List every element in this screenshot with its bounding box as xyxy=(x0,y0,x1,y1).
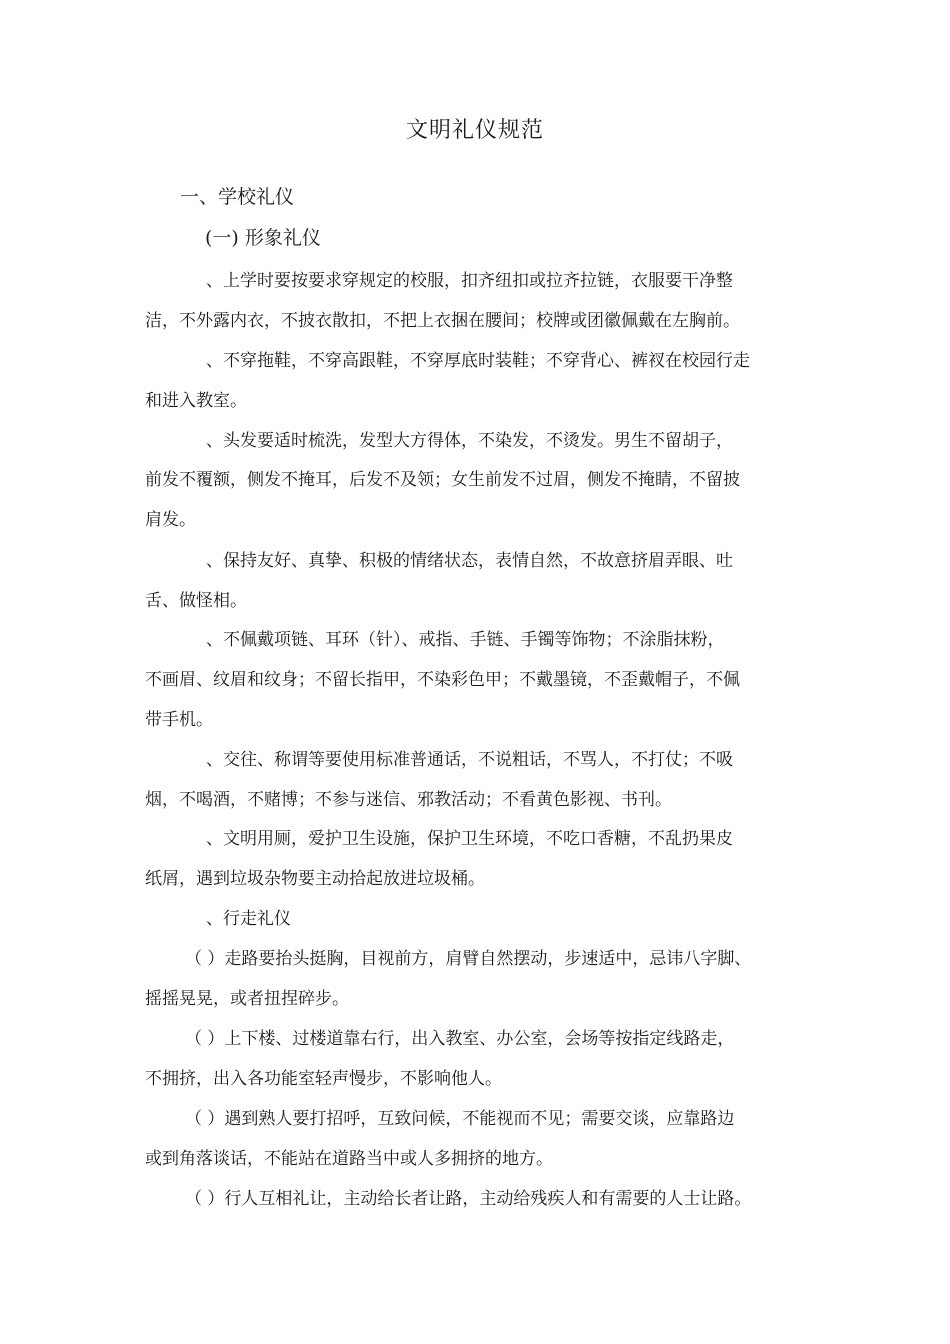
page-title: 文明礼仪规范 xyxy=(405,118,544,143)
paragraph-line: 、不穿拖鞋，不穿高跟鞋，不穿厚底时装鞋；不穿背心、裤衩在校园行走 xyxy=(206,351,750,371)
paragraph-line: （ ）走路要抬头挺胸，目视前方，肩臂自然摆动，步速适中，忌讳八字脚、 xyxy=(185,949,752,969)
paragraph-line: 烟，不喝酒，不赌博；不参与迷信、邪教活动；不看黄色影视、书刊。 xyxy=(145,790,672,810)
paragraph-line: 、行走礼仪 xyxy=(206,909,291,929)
paragraph-line: 洁，不外露内衣，不披衣散扣，不把上衣捆在腰间；校牌或团徽佩戴在左胸前。 xyxy=(145,311,740,331)
paragraph-line: 肩发。 xyxy=(145,510,196,530)
paragraph-line: 和进入教室。 xyxy=(145,391,247,411)
paragraph-line: 或到角落谈话，不能站在道路当中或人多拥挤的地方。 xyxy=(145,1149,553,1169)
paragraph-line: 不拥挤，出入各功能室轻声慢步，不影响他人。 xyxy=(145,1069,502,1089)
paragraph-line: 、不佩戴项链、耳环（针）、戒指、手链、手镯等饰物；不涂脂抹粉， xyxy=(206,630,725,650)
paragraph-line: 舌、做怪相。 xyxy=(145,591,247,611)
paragraph-line: （ ）行人互相礼让，主动给长者让路，主动给残疾人和有需要的人士让路。 xyxy=(185,1189,752,1209)
paragraph-line: 、文明用厕，爱护卫生设施，保护卫生环境，不吃口香糖，不乱扔果皮 xyxy=(206,829,733,849)
paragraph-line: （ ）上下楼、过楼道靠右行，出入教室、办公室，会场等按指定线路走， xyxy=(185,1029,735,1049)
paragraph-line: 、保持友好、真挚、积极的情绪状态，表情自然，不故意挤眉弄眼、吐 xyxy=(206,551,733,571)
paragraph-line: 不画眉、纹眉和纹身；不留长指甲，不染彩色甲；不戴墨镜，不歪戴帽子，不佩 xyxy=(145,670,740,690)
paragraph-line: 、头发要适时梳洗，发型大方得体，不染发，不烫发。男生不留胡子， xyxy=(206,431,733,451)
subsection-heading: (一) 形象礼仪 xyxy=(205,227,321,249)
paragraph-line: 带手机。 xyxy=(145,710,213,730)
section-heading: 一、学校礼仪 xyxy=(180,186,295,208)
paragraph-line: 、交往、称谓等要使用标准普通话，不说粗话，不骂人，不打仗；不吸 xyxy=(206,750,733,770)
paragraph-line: 纸屑，遇到垃圾杂物要主动拾起放进垃圾桶。 xyxy=(145,869,485,889)
paragraph-line: （ ）遇到熟人要打招呼，互致问候，不能视而不见；需要交谈，应靠路边 xyxy=(185,1109,735,1129)
paragraph-line: 、上学时要按要求穿规定的校服，扣齐纽扣或拉齐拉链，衣服要干净整 xyxy=(206,271,733,291)
paragraph-line: 摇摇晃晃，或者扭捏碎步。 xyxy=(145,989,349,1009)
paragraph-line: 前发不覆额，侧发不掩耳，后发不及领；女生前发不过眉，侧发不掩睛，不留披 xyxy=(145,470,740,490)
